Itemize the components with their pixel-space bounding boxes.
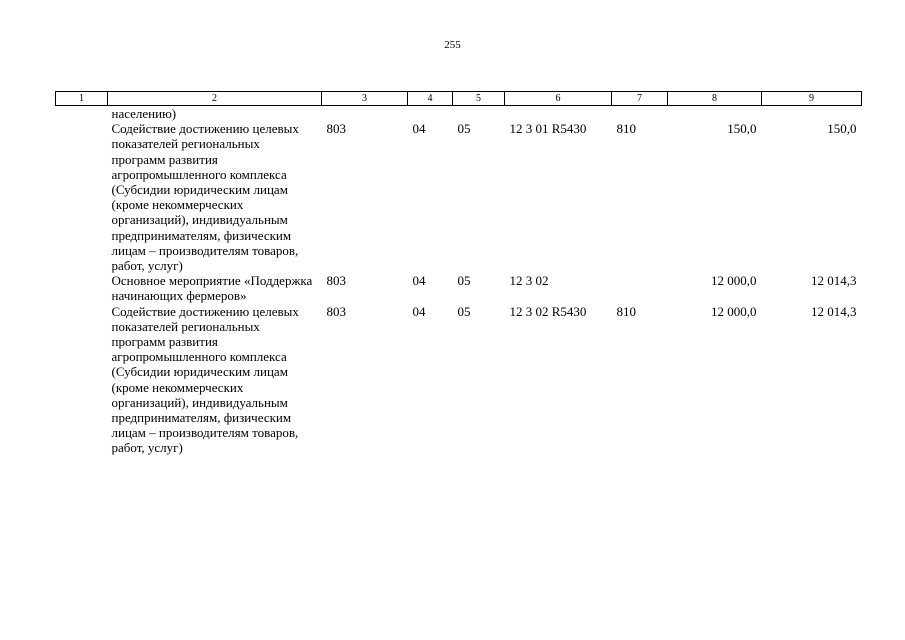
table-row: [56, 304, 862, 456]
cell-col3: 803: [326, 273, 346, 289]
column-header-1: 1: [56, 92, 108, 106]
column-header-5: 5: [453, 92, 505, 106]
budget-table: [55, 91, 862, 456]
column-header-4: 4: [408, 92, 453, 106]
cell-col8: 150,0: [727, 121, 757, 137]
column-header-7: 7: [612, 92, 668, 106]
cell-col9: 12 014,3: [811, 273, 857, 289]
cell-col4: 04: [412, 121, 426, 137]
row-index-cell: [56, 121, 108, 273]
cell-col5: [453, 106, 505, 122]
row-index-cell: [56, 273, 108, 303]
cell-col9: 12 014,3: [811, 303, 857, 319]
table-row: [56, 273, 862, 303]
cell-col3: [322, 106, 408, 122]
cell-col5: 05: [457, 273, 471, 289]
column-header-3: 3: [322, 92, 408, 106]
cell-col7: [612, 273, 668, 303]
cell-col7: 810: [616, 121, 636, 137]
cell-col9: [762, 106, 862, 122]
cell-col8: [668, 106, 762, 122]
cell-col7: 810: [616, 303, 636, 319]
table-row: [56, 121, 862, 273]
cell-col8: 12 000,0: [711, 303, 757, 319]
cell-col6: 12 3 01 R5430: [509, 121, 587, 137]
row-name: Основное мероприятие «Поддержка начинающих фермеров»: [111, 273, 313, 304]
page-number: 255: [444, 39, 461, 51]
cell-col4: 04: [412, 273, 426, 289]
cell-col4: [408, 106, 453, 122]
cell-col6: [505, 106, 612, 122]
table-row: [56, 106, 862, 122]
cell-col3: 803: [326, 303, 346, 319]
row-index-cell: [56, 106, 108, 122]
cell-col4: 04: [412, 303, 426, 319]
table-header-row: [56, 92, 862, 106]
cell-col3: 803: [326, 121, 346, 137]
cell-col9: 150,0: [827, 121, 857, 137]
column-header-9: 9: [762, 92, 862, 106]
row-index-cell: [56, 304, 108, 456]
column-header-6: 6: [505, 92, 612, 106]
cell-col5: 05: [457, 303, 471, 319]
row-name: Содействие достижению целевых показателей региональных программ развития агропромышленного комплекса (Субсидии юридическим лицам (кроме некоммерческих организаций), индивидуальным предпринимателям, физическим лицам – производителям товаров, работ, услуг): [111, 121, 299, 274]
cell-col8: 12 000,0: [711, 273, 757, 289]
row-name: населению): [111, 106, 177, 121]
column-header-8: 8: [668, 92, 762, 106]
column-header-2: 2: [108, 92, 322, 106]
cell-col6: 12 3 02: [509, 273, 549, 289]
cell-col6: 12 3 02 R5430: [509, 303, 587, 319]
row-name: Содействие достижению целевых показателей региональных программ развития агропромышленного комплекса (Субсидии юридическим лицам (кроме некоммерческих организаций), индивидуальным предпринимателям, физическим лицам – производителям товаров, работ, услуг): [111, 303, 299, 456]
cell-col7: [612, 106, 668, 122]
cell-col5: 05: [457, 121, 471, 137]
